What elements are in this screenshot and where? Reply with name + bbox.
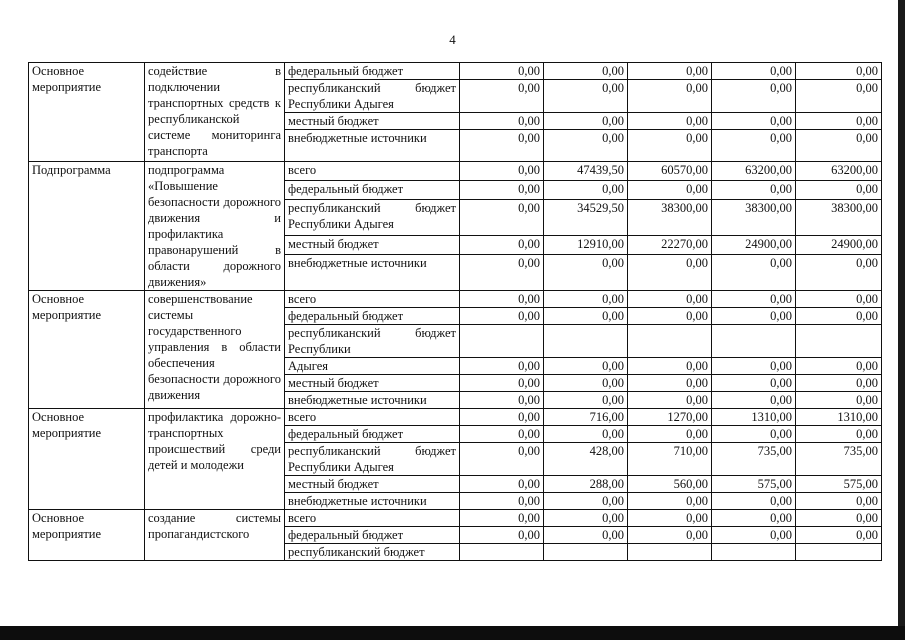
funding-amount-cell: 0,00 <box>628 426 712 443</box>
funding-amount-cell: 0,00 <box>460 409 544 426</box>
table-row <box>29 291 882 308</box>
funding-amount-cell: 0,00 <box>544 308 628 325</box>
funding-amount-cell: 575,00 <box>796 476 882 493</box>
table-row <box>29 63 882 80</box>
funding-amount-cell: 63200,00 <box>796 162 882 181</box>
page-number: 4 <box>449 32 456 47</box>
funding-amount-cell <box>628 325 712 358</box>
funding-amount-cell: 0,00 <box>712 527 796 544</box>
funding-amount-cell <box>796 544 882 561</box>
funding-amount-cell: 0,00 <box>796 308 882 325</box>
funding-amount-cell: 34529,50 <box>544 199 628 236</box>
funding-amount-cell: 1270,00 <box>628 409 712 426</box>
funding-source: республиканский бюджет Республики <box>285 325 460 358</box>
funding-source: федеральный бюджет <box>285 308 460 325</box>
funding-amount-cell: 0,00 <box>628 358 712 375</box>
measure-category: Основное мероприятие <box>29 409 145 510</box>
funding-amount-cell: 428,00 <box>544 443 628 476</box>
funding-amount-cell: 0,00 <box>712 308 796 325</box>
funding-amount-cell: 24900,00 <box>712 236 796 255</box>
funding-amount-cell: 0,00 <box>628 392 712 409</box>
funding-amount-cell: 63200,00 <box>712 162 796 181</box>
funding-amount-cell <box>544 325 628 358</box>
funding-source: республиканский бюджет <box>285 544 460 561</box>
funding-amount-cell <box>460 325 544 358</box>
funding-amount-cell: 0,00 <box>796 493 882 510</box>
measure-description: профилактика дорожно-транспортных происшествий среди детей и молодежи <box>145 409 285 510</box>
funding-source: внебюджетные источники <box>285 130 460 162</box>
measure-description: подпрограмма «Повышение безопасности дорожного движения и профилактика правонарушений в области дорожного движения» <box>145 162 285 291</box>
funding-amount-cell: 0,00 <box>460 375 544 392</box>
funding-source: федеральный бюджет <box>285 426 460 443</box>
funding-amount-cell: 0,00 <box>460 476 544 493</box>
funding-amount-cell: 0,00 <box>544 358 628 375</box>
funding-amount-cell: 710,00 <box>628 443 712 476</box>
funding-amount-cell: 12910,00 <box>544 236 628 255</box>
funding-source: местный бюджет <box>285 375 460 392</box>
funding-amount-cell: 0,00 <box>460 493 544 510</box>
funding-amount-cell: 0,00 <box>712 510 796 527</box>
funding-source: внебюджетные источники <box>285 255 460 291</box>
funding-amount-cell: 0,00 <box>712 113 796 130</box>
measure-category: Подпрограмма <box>29 162 145 291</box>
funding-source: местный бюджет <box>285 236 460 255</box>
funding-amount-cell: 0,00 <box>544 130 628 162</box>
funding-amount-cell: 0,00 <box>544 255 628 291</box>
funding-amount-cell: 0,00 <box>796 80 882 113</box>
funding-amount-cell: 0,00 <box>796 255 882 291</box>
funding-amount-cell: 22270,00 <box>628 236 712 255</box>
funding-amount-cell: 0,00 <box>628 63 712 80</box>
funding-source: федеральный бюджет <box>285 180 460 199</box>
funding-amount-cell: 24900,00 <box>796 236 882 255</box>
funding-amount-cell: 0,00 <box>712 63 796 80</box>
funding-amount-cell: 0,00 <box>712 493 796 510</box>
funding-amount-cell: 0,00 <box>460 358 544 375</box>
funding-amount-cell: 0,00 <box>460 130 544 162</box>
funding-amount-cell: 0,00 <box>544 426 628 443</box>
funding-amount-cell: 0,00 <box>712 291 796 308</box>
funding-amount-cell: 38300,00 <box>796 199 882 236</box>
funding-amount-cell: 0,00 <box>544 291 628 308</box>
table-row <box>29 162 882 181</box>
funding-amount-cell: 575,00 <box>712 476 796 493</box>
funding-amount-cell: 0,00 <box>796 527 882 544</box>
budget-table <box>28 62 882 561</box>
funding-amount-cell: 0,00 <box>544 527 628 544</box>
funding-amount-cell: 0,00 <box>796 291 882 308</box>
funding-amount-cell: 0,00 <box>628 375 712 392</box>
funding-amount-cell: 0,00 <box>628 130 712 162</box>
funding-amount-cell: 0,00 <box>460 63 544 80</box>
funding-amount-cell: 0,00 <box>628 291 712 308</box>
measure-description: совершенствование системы государственного управления в области обеспечения безопасности дорожного движения <box>145 291 285 409</box>
funding-amount-cell: 1310,00 <box>796 409 882 426</box>
funding-amount-cell: 0,00 <box>460 510 544 527</box>
funding-amount-cell: 735,00 <box>712 443 796 476</box>
funding-amount-cell: 0,00 <box>796 358 882 375</box>
funding-source: федеральный бюджет <box>285 63 460 80</box>
funding-amount-cell: 0,00 <box>460 236 544 255</box>
funding-amount-cell: 0,00 <box>460 426 544 443</box>
funding-amount-cell: 0,00 <box>460 443 544 476</box>
funding-amount-cell: 0,00 <box>544 113 628 130</box>
funding-amount-cell: 0,00 <box>796 392 882 409</box>
funding-amount-cell: 0,00 <box>712 392 796 409</box>
funding-amount-cell: 0,00 <box>712 426 796 443</box>
funding-amount-cell <box>544 544 628 561</box>
funding-amount-cell: 38300,00 <box>628 199 712 236</box>
funding-amount-cell: 0,00 <box>544 375 628 392</box>
funding-amount-cell: 0,00 <box>628 510 712 527</box>
funding-amount-cell: 0,00 <box>796 130 882 162</box>
funding-amount-cell: 0,00 <box>460 255 544 291</box>
funding-amount-cell: 0,00 <box>796 63 882 80</box>
measure-description: создание системы пропагандистского <box>145 510 285 561</box>
funding-source: всего <box>285 162 460 181</box>
funding-amount-cell <box>712 544 796 561</box>
funding-source: республиканский бюджет Республики Адыгея <box>285 443 460 476</box>
funding-amount-cell: 0,00 <box>628 255 712 291</box>
funding-amount-cell: 0,00 <box>628 308 712 325</box>
measure-description: содействие в подключении транспортных средств к республиканской системе мониторинга транспорта <box>145 63 285 162</box>
funding-source: федеральный бюджет <box>285 527 460 544</box>
funding-amount-cell: 0,00 <box>712 358 796 375</box>
funding-amount-cell: 0,00 <box>628 80 712 113</box>
funding-amount-cell: 60570,00 <box>628 162 712 181</box>
funding-amount-cell: 735,00 <box>796 443 882 476</box>
funding-amount-cell: 0,00 <box>712 80 796 113</box>
funding-amount-cell: 560,00 <box>628 476 712 493</box>
funding-source: всего <box>285 409 460 426</box>
funding-amount-cell: 0,00 <box>460 162 544 181</box>
funding-amount-cell: 716,00 <box>544 409 628 426</box>
funding-source: всего <box>285 291 460 308</box>
funding-amount-cell: 0,00 <box>460 527 544 544</box>
table-row <box>29 409 882 426</box>
funding-source: республиканский бюджет Республики Адыгея <box>285 199 460 236</box>
funding-amount-cell: 0,00 <box>460 199 544 236</box>
table-row <box>29 510 882 527</box>
funding-amount-cell: 0,00 <box>796 426 882 443</box>
funding-amount-cell <box>796 325 882 358</box>
scan-edge <box>898 0 905 626</box>
funding-amount-cell: 38300,00 <box>712 199 796 236</box>
funding-amount-cell: 0,00 <box>544 80 628 113</box>
funding-amount-cell: 0,00 <box>796 113 882 130</box>
funding-amount-cell <box>712 325 796 358</box>
funding-source: Адыгея <box>285 358 460 375</box>
funding-amount-cell: 0,00 <box>460 392 544 409</box>
funding-amount-cell: 288,00 <box>544 476 628 493</box>
funding-amount-cell: 0,00 <box>628 493 712 510</box>
funding-amount-cell <box>628 544 712 561</box>
funding-amount-cell <box>460 544 544 561</box>
funding-amount-cell: 0,00 <box>460 308 544 325</box>
measure-category: Основное мероприятие <box>29 510 145 561</box>
funding-amount-cell: 0,00 <box>460 113 544 130</box>
funding-source: республиканский бюджет Республики Адыгея <box>285 80 460 113</box>
funding-amount-cell: 0,00 <box>796 375 882 392</box>
funding-amount-cell: 0,00 <box>628 527 712 544</box>
funding-amount-cell: 0,00 <box>712 130 796 162</box>
funding-amount-cell: 0,00 <box>712 375 796 392</box>
funding-source: внебюджетные источники <box>285 493 460 510</box>
funding-amount-cell: 0,00 <box>796 180 882 199</box>
funding-source: внебюджетные источники <box>285 392 460 409</box>
funding-amount-cell: 0,00 <box>460 180 544 199</box>
funding-source: местный бюджет <box>285 113 460 130</box>
budget-table-body <box>29 63 882 561</box>
measure-category: Основное мероприятие <box>29 291 145 409</box>
funding-amount-cell: 0,00 <box>544 180 628 199</box>
scan-bottom-bar <box>0 626 905 640</box>
funding-amount-cell: 0,00 <box>544 63 628 80</box>
funding-source: всего <box>285 510 460 527</box>
funding-amount-cell: 0,00 <box>544 510 628 527</box>
measure-category: Основное мероприятие <box>29 63 145 162</box>
funding-amount-cell: 0,00 <box>712 180 796 199</box>
funding-amount-cell: 0,00 <box>712 255 796 291</box>
funding-amount-cell: 0,00 <box>544 392 628 409</box>
funding-amount-cell: 0,00 <box>796 510 882 527</box>
funding-amount-cell: 0,00 <box>628 113 712 130</box>
funding-amount-cell: 0,00 <box>544 493 628 510</box>
funding-amount-cell: 0,00 <box>460 291 544 308</box>
funding-source: местный бюджет <box>285 476 460 493</box>
funding-amount-cell: 0,00 <box>460 80 544 113</box>
funding-amount-cell: 0,00 <box>628 180 712 199</box>
funding-amount-cell: 47439,50 <box>544 162 628 181</box>
funding-amount-cell: 1310,00 <box>712 409 796 426</box>
